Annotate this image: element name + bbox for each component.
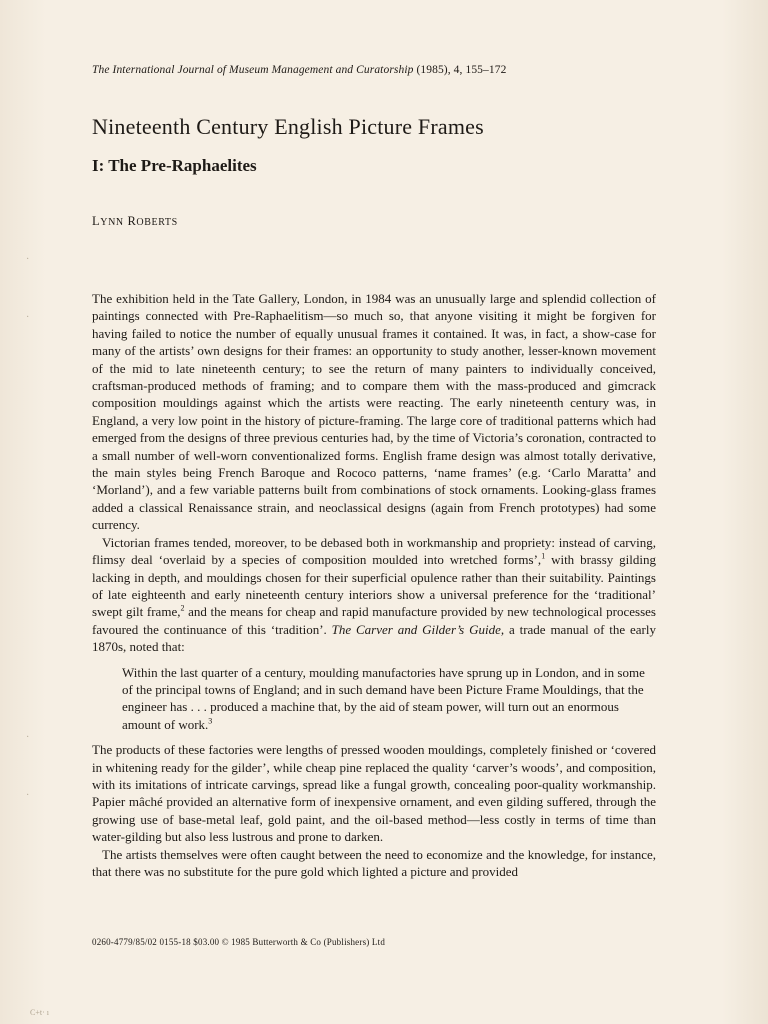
running-head bbox=[92, 64, 692, 76]
author-initial-last: R bbox=[127, 214, 137, 228]
paragraph-2-part-c: and the means for cheap and rapid manufacture provided by new technological processes favoured the continuance of this ‘tradition’. bbox=[92, 604, 656, 637]
author-name bbox=[92, 214, 178, 229]
footnote-ref-2: 2 bbox=[180, 603, 185, 613]
article-title: Nineteenth Century English Picture Frames bbox=[92, 114, 484, 139]
journal-details: (1985), 4, 155–172 bbox=[416, 64, 507, 76]
paragraph-1: The exhibition held in the Tate Gallery, London, in 1984 was an unusually large and splendid collection of paintings connected with Pre-Raphaelitism—so much so, that anyone visiting it might be forgiven for having failed to notice the number of equally unusual frames it contained. It was, in fact, a show-case for many of the artists’ own designs for their frames: an opportunity to study another, lesser-known movement of the mid to late nineteenth century; to see the return of many painters to individually conceived, craftsman-produced methods of framing; and to compare them with the mass-produced and gimcrack composition mouldings against which the artists were reacting. The early nineteenth century was, in England, a very low point in the history of picture-framing. The large core of traditional patterns which had emerged from the designs of three previous centuries had, by the time of Victoria’s coronation, contracted to a small number of well-worn conventionalized forms. English frame design was almost totally derivative, the main styles being French Baroque and Rococo patterns, ‘name frames’ (e.g. ‘Carlo Maratta’ and ‘Morland’), and a few variable patterns built from combinations of stock ornaments. Looking-glass frames added a classical Renaissance strain, and neoclassical designs (again from French prototypes) had some currency. bbox=[92, 291, 656, 533]
article-subtitle: I: The Pre-Raphaelites bbox=[92, 156, 257, 175]
paragraph-2-part-b: with brassy gilding lacking in depth, and mouldings chosen for their superficial opulence rather than their suitability. Paintings of late eighteenth and early nineteenth century interiors show a universal preference for the ‘traditional’ swept gilt frame, bbox=[92, 552, 656, 620]
copyright-footer: 0260-4779/85/02 0155-18 $03.00 © 1985 Butterworth & Co (Publishers) Ltd bbox=[92, 937, 386, 947]
author-last-rest: OBERTS bbox=[136, 217, 178, 228]
author-first-rest: YNN bbox=[100, 217, 124, 228]
quote-text: Within the last quarter of a century, moulding manufactories have sprung up in London, and in some of the principal towns of England; and in such demand have been Picture Frame Mouldings, that the engineer has . . . produced a machine that, by the aid of steam power, will turn out an enormous amount of work. bbox=[122, 664, 645, 732]
paragraph-3: The products of these factories were lengths of pressed wooden mouldings, completely finished or ‘covered in whitening ready for the gilder’, while cheap pine replaced the quality ‘carver’s woods’, and composition, with its imitations of intricate carvings, spread like a fungal growth, concealing poor-quality workmanship. Papier mâché provided an alternative form of inexpensive ornament, and even gilding suffered, through the growing use of base-metal leaf, gold paint, and the oil-based method—less costly in terms of time than water-gilding but also less lustrous and prone to darken. bbox=[92, 742, 656, 845]
binding-hole-mark: · bbox=[26, 312, 30, 323]
paragraph-2 bbox=[92, 534, 656, 656]
article-body bbox=[92, 290, 656, 880]
book-title-italic: The Carver and Gilder’s Guide, bbox=[331, 621, 505, 637]
block-quote bbox=[122, 664, 656, 734]
footnote-ref-3: 3 bbox=[208, 716, 213, 726]
author-initial-first: L bbox=[92, 214, 101, 228]
paragraph-2-part-a: Victorian frames tended, moreover, to be debased both in workmanship and propriety: instead of carving, flimsy deal ‘overlaid by a species of composition moulded into wretched forms’, bbox=[92, 534, 656, 568]
binding-hole-mark: · bbox=[26, 790, 30, 801]
footnote-ref-1: 1 bbox=[541, 551, 546, 561]
journal-name: The International Journal of Museum Management and Curatorship bbox=[92, 64, 414, 76]
page-corner-mark: C+t· ı bbox=[30, 1008, 49, 1017]
paragraph-4: The artists themselves were often caught between the need to economize and the knowledge, for instance, that there was no substitute for the pure gold which lighted a picture and provided bbox=[92, 846, 656, 879]
binding-hole-mark: · bbox=[26, 254, 30, 265]
binding-hole-mark: · bbox=[26, 732, 30, 743]
paragraph-2-part-d: a trade manual of the early 1870s, noted that: bbox=[92, 621, 656, 655]
